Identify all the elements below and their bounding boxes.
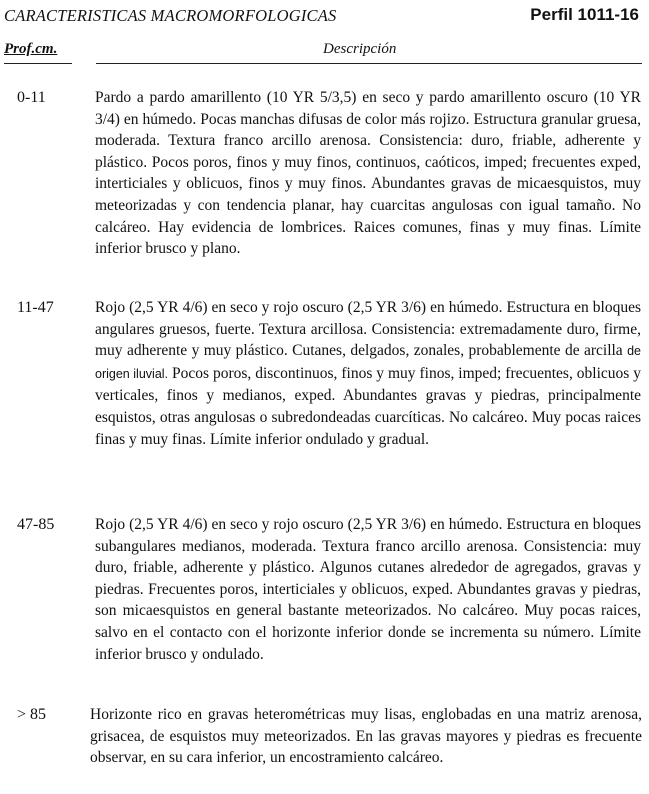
horizon-description: Pardo a pardo amarillento (10 YR 5/3,5) en seco y pardo amarillento oscuro (10 YR 3/4) en húmedo. Pocas manchas difusas de color más rojizo. Estructura granular gruesa, moderada. Textura franco arcillo arenosa. Consistencia: duro, friable, adherente y plástico. Pocos poros, finos y muy finos, continuos, caóticos, imped; frecuentes exped, interticiales y oblicuos, finos y muy finos. Abundantes gravas de micaesquistos, muy meteorizadas y con tendencia planar, hay cuarcitas angulosas con igual tamaño. No calcáreo. Hay evidencia de lombrices. Raices comunes, finas y muy finas. Límite inferior brusco y plano.: [95, 89, 641, 258]
horizon-depth: 47-85: [17, 516, 55, 533]
horizon-description-part: Pocos poros, discontinuos, finos y muy finos, imped; frecuentes, oblicuos y verticales, finos y medianos, exped. Abundantes gravas y piedras, principalmente esquistos, otras angulosas o subredondeadas cuarcíticas. No calcáreo. Muy pocas raices finas y muy finas. Límite inferior ondulado y gradual.: [95, 364, 641, 448]
profile-id: Perfil 1011-16: [530, 5, 639, 24]
horizon-depth: 0-11: [17, 89, 46, 106]
horizon-description: Horizonte rico en gravas heterométricas muy lisas, englobadas en una matriz arenosa, grisacea, de esquistos muy meteorizados. En las gravas mayores y piedras es frecuente observar, en su cara inferior, un encostramiento calcáreo.: [90, 706, 642, 767]
horizon-depth: > 85: [17, 706, 47, 723]
page-title: CARACTERISTICAS MACROMORFOLOGICAS: [4, 6, 337, 25]
column-header-depth: Prof.cm.: [4, 41, 58, 57]
horizon-depth: 11-47: [17, 299, 54, 316]
header-rule-depth: [4, 63, 72, 64]
horizon-description: Rojo (2,5 YR 4/6) en seco y rojo oscuro (2,5 YR 3/6) en húmedo. Estructura en bloques subangulares medianos, moderada. Textura franco arcillo arenosa. Consistencia: muy duro, friable, adherente y plástico. Algunos cutanes alrededor de agregados, gravas y piedras. Frecuentes poros, interticiales y oblicuos, exped. Abundantes gravas y piedras, son micaesquistos en general bastante meteorizados. No calcáreo. Muy pocas raices, salvo en el contacto con el horizonte inferior donde se incrementa su número. Límite inferior brusco y ondulado.: [95, 516, 641, 663]
header-rule-description: [96, 63, 642, 64]
horizon-description-part: Rojo (2,5 YR 4/6) en seco y rojo oscuro (2,5 YR 3/6) en húmedo. Estructura en bloques angulares gruesos, fuerte. Textura arcillosa. Consistencia: extremadamente duro, firme, muy adherente y muy plástico. Cutanes, delgados, zonales, probablemente de arcilla: [95, 299, 641, 360]
horizon-description-note: de origen iluvial.: [95, 344, 642, 381]
horizon-description: [95, 297, 641, 450]
column-header-description: Descripción: [323, 41, 397, 57]
